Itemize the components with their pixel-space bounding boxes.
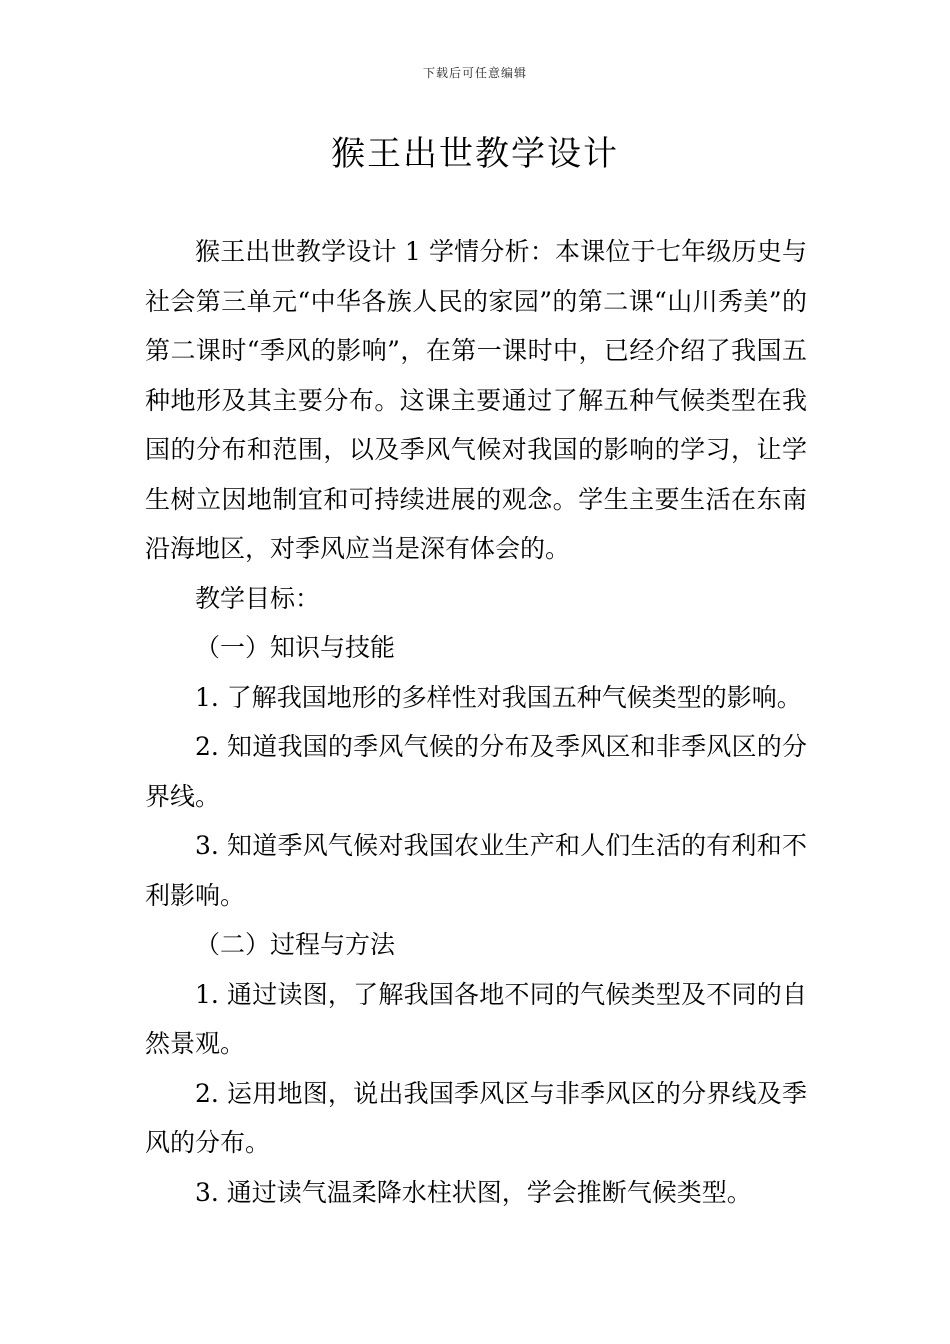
paragraph-item: 3. 通过读气温柔降水柱状图，学会推断气候类型。: [195, 1177, 752, 1207]
paragraph-item: 2. 知道我国的季风气候的分布及季风区和非季风区的分界线。: [145, 732, 807, 811]
page-header-note: 下载后可任意编辑: [422, 66, 527, 80]
paragraph-section-knowledge: （一）知识与技能: [195, 633, 396, 662]
paragraph-item: 3. 知道季风气候对我国农业生产和人们生活的有利和不利影响。: [145, 831, 807, 910]
paragraph-item: 1. 通过读图，了解我国各地不同的气候类型及不同的自然景观。: [145, 979, 807, 1058]
paragraph-objectives-heading: 教学目标：: [195, 583, 321, 613]
document-body: [145, 227, 807, 1217]
paragraph-item: 2. 运用地图，说出我国季风区与非季风区的分界线及季风的分布。: [145, 1078, 807, 1157]
document-title: 猴王出世教学设计: [331, 134, 619, 174]
paragraph-intro: 猴王出世教学设计 1 学情分析：本课位于七年级历史与社会第三单元“中华各族人民的家园”的第二课“山川秀美”的第二课时“季风的影响”，在第一课时中，已经介绍了我国五种地形及其主要分布。这课主要通过了解五种气候类型在我国的分布和范围，以及季风气候对我国的影响的学习，让学生树立因地制宜和可持续进展的观念。学生主要生活在东南沿海地区，对季风应当是深有体会的。: [145, 237, 807, 563]
paragraph-item: 1. 了解我国地形的多样性对我国五种气候类型的影响。: [195, 682, 802, 712]
paragraph-section-process: （二）过程与方法: [195, 930, 396, 959]
